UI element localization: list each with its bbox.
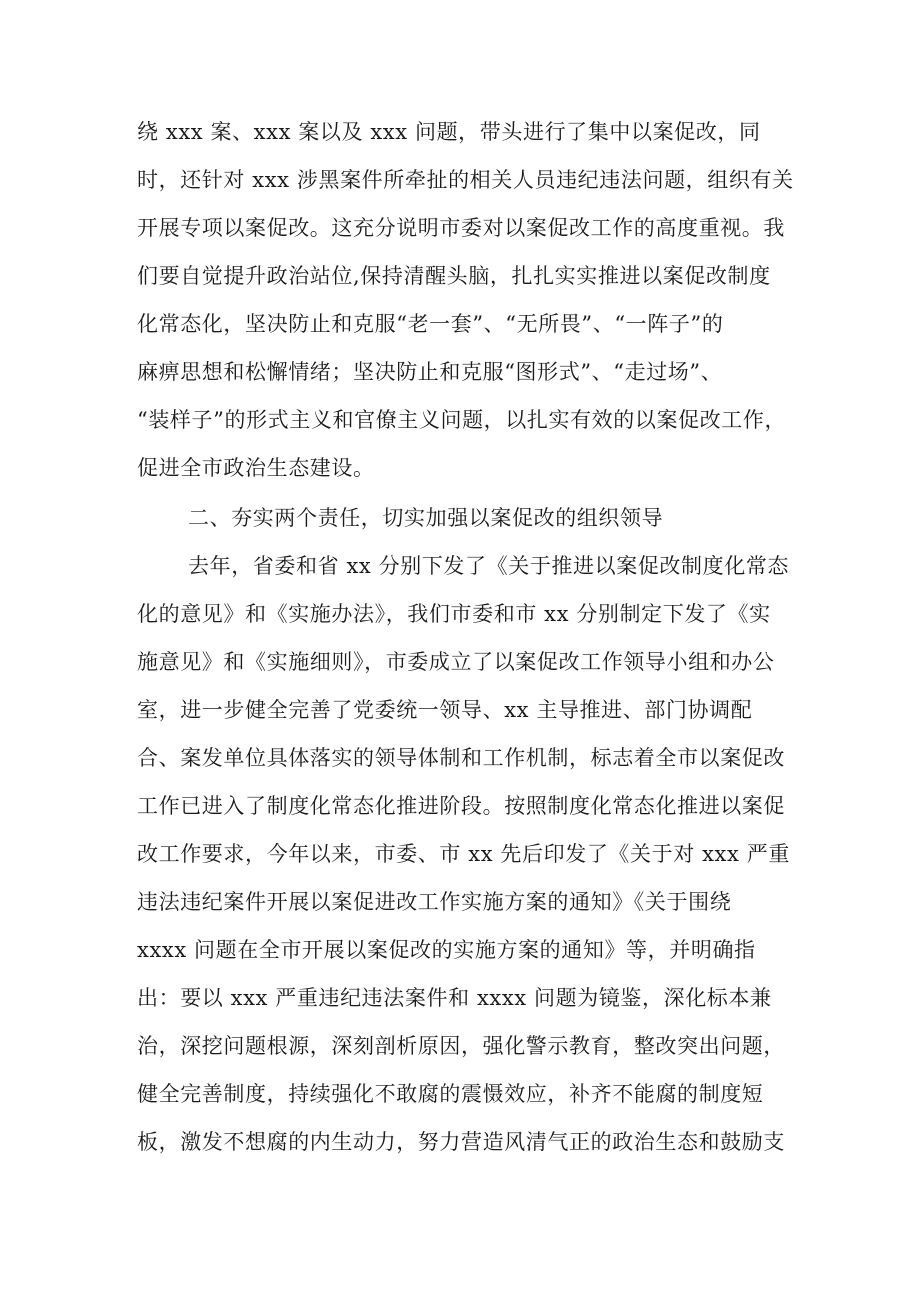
paragraph-line: 化常态化，坚决防止和克服“老一套”、“无所畏”、“一阵子”的 bbox=[137, 312, 724, 336]
paragraph-line: 时，还针对 xxx 涉黑案件所牵扯的相关人员违纪违法问题，组织有关 bbox=[137, 168, 794, 192]
paragraph-line: 违法违纪案件开展以案促进改工作实施方案的通知》《关于围绕 bbox=[137, 890, 732, 914]
paragraph-line: 去年，省委和省 xx 分别下发了《关于推进以案促改制度化常态 bbox=[188, 554, 790, 578]
paragraph-line: 合、案发单位具体落实的领导体制和工作机制，标志着全市以案促改 bbox=[137, 746, 785, 770]
paragraph-line: 工作已进入了制度化常态化推进阶段。按照制度化常态化推进以案促 bbox=[137, 794, 785, 818]
paragraph-line: 绕 xxx 案、xxx 案以及 xxx 问题，带头进行了集中以案促改，同 bbox=[137, 120, 761, 144]
paragraph-line: “装样子”的形式主义和官僚主义问题，以扎实有效的以案促改工作， bbox=[137, 408, 787, 432]
paragraph-line: 开展专项以案促改。这充分说明市委对以案促改工作的高度重视。我 bbox=[137, 216, 785, 240]
paragraph-line: 板，激发不想腐的内生动力，努力营造风清气正的政治生态和鼓励支 bbox=[137, 1130, 785, 1154]
paragraph-line: 们要自觉提升政治站位,保持清醒头脑，扎扎实实推进以案促改制度 bbox=[137, 264, 771, 288]
paragraph-line: 治，深挖问题根源，深刻剖析原因，强化警示教育，整改突出问题， bbox=[137, 1034, 785, 1058]
paragraph-line: 健全完善制度，持续强化不敢腐的震慑效应，补齐不能腐的制度短 bbox=[137, 1082, 764, 1106]
paragraph-line: 室，进一步健全完善了党委统一领导、xx 主导推进、部门协调配 bbox=[137, 698, 753, 722]
paragraph-line: 施意见》和《实施细则》，市委成立了以案促改工作领导小组和办公 bbox=[137, 650, 775, 674]
paragraph-line: 化的意见》和《实施办法》，我们市委和市 xx 分别制定下发了《实 bbox=[137, 602, 771, 626]
paragraph-line: 促进全市政治生态建设。 bbox=[137, 456, 375, 480]
paragraph-line: xxxx 问题在全市开展以案促改的实施方案的通知》等，并明确指 bbox=[137, 938, 756, 962]
section-heading: 二、夯实两个责任，切实加强以案促改的组织领导 bbox=[188, 506, 664, 530]
paragraph-line: 出：要以 xxx 严重违纪违法案件和 xxxx 问题为镜鉴，深化标本兼 bbox=[137, 986, 772, 1010]
paragraph-line: 改工作要求，今年以来，市委、市 xx 先后印发了《关于对 xxx 严重 bbox=[137, 842, 790, 866]
paragraph-line: 麻痹思想和松懈情绪；坚决防止和克服“图形式”、“走过场”、 bbox=[137, 360, 723, 384]
